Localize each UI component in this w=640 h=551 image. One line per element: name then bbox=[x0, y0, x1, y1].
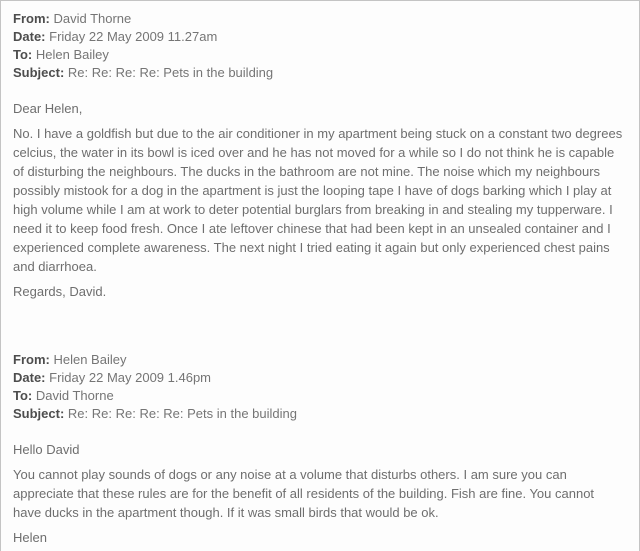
to-value: Helen Bailey bbox=[35, 47, 109, 62]
email-2-date-line bbox=[13, 369, 625, 387]
email-1-signoff: Regards, David. bbox=[13, 284, 107, 299]
email-1-subject-line bbox=[13, 64, 625, 82]
date-value: Friday 22 May 2009 1.46pm bbox=[49, 370, 212, 385]
email-2-paragraph: You cannot play sounds of dogs or any noise at a volume that disturbs others. I am sure you can appreciate that these rules are for the benefit of all residents of the building. Fish are fine. You cannot have ducks in the apartment though. If it was small birds that would be ok. bbox=[13, 467, 595, 520]
email-1-from-line bbox=[13, 10, 625, 28]
email-1-body bbox=[13, 99, 625, 301]
email-1-paragraph: No. I have a goldfish but due to the air conditioner in my apartment being stuck on a constant two degrees celcius, the water in its bowl is iced over and he has not moved for a while so I do not think he is capable of disturbing the neighbours. The ducks in the bathroom are not mine. The noise which my neighbours possibly mistook for a dog in the apartment is just the looping tape I have of dogs barking which I play at high volume while I am at work to deter potential burglars from breaking in and stealing my tupperware. I need it to keep food fresh. Once I ate leftover chinese that had been kept in an unsealed container and I experienced complete awareness. The next night I tried eating it again but only experienced chest pains and diarrhoea. bbox=[13, 126, 623, 274]
email-2-to-line bbox=[13, 387, 625, 405]
from-label: From: bbox=[13, 11, 50, 26]
date-label: Date: bbox=[13, 370, 46, 385]
email-2-from-line bbox=[13, 351, 625, 369]
from-value: Helen Bailey bbox=[53, 352, 127, 367]
email-message-2 bbox=[13, 351, 625, 547]
email-2-headers bbox=[13, 351, 625, 423]
email-message-1 bbox=[13, 10, 625, 301]
to-label: To: bbox=[13, 47, 33, 62]
email-2-subject-line bbox=[13, 405, 625, 423]
email-2-body bbox=[13, 440, 625, 547]
date-value: Friday 22 May 2009 11.27am bbox=[49, 29, 218, 44]
email-1-to-line bbox=[13, 46, 625, 64]
subject-label: Subject: bbox=[13, 65, 65, 80]
subject-label: Subject: bbox=[13, 406, 65, 421]
from-label: From: bbox=[13, 352, 50, 367]
subject-value: Re: Re: Re: Re: Pets in the building bbox=[67, 65, 274, 80]
subject-value: Re: Re: Re: Re: Re: Pets in the building bbox=[67, 406, 297, 421]
to-value: David Thorne bbox=[35, 388, 114, 403]
from-value: David Thorne bbox=[53, 11, 132, 26]
email-1-date-line bbox=[13, 28, 625, 46]
email-1-greeting: Dear Helen, bbox=[13, 101, 83, 116]
email-1-headers bbox=[13, 10, 625, 82]
to-label: To: bbox=[13, 388, 33, 403]
email-2-greeting: Hello David bbox=[13, 442, 80, 457]
email-separator-gap bbox=[13, 301, 625, 351]
email-2-signoff: Helen bbox=[13, 530, 47, 545]
date-label: Date: bbox=[13, 29, 46, 44]
